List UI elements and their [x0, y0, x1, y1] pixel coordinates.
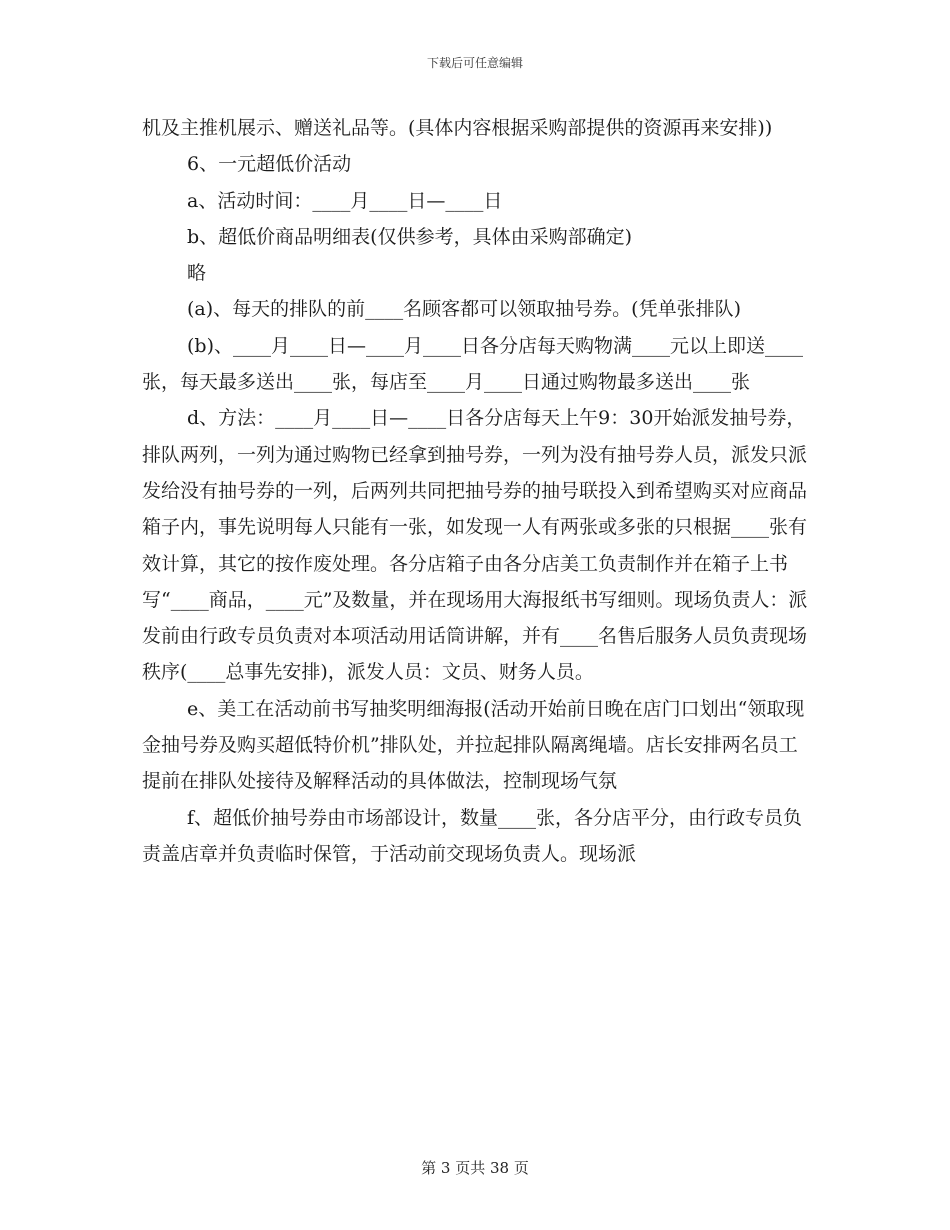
paragraph: e、美工在活动前书写抽奖明细海报(活动开始前日晚在店门口划出“领取现金抽号券及购买超低特价机”排队处，并拉起排队隔离绳墙。店长安排两名员工提前在排队处接待及解释活动的具体做法，控制现场气氛: [142, 697, 805, 793]
paragraph: b、超低价商品明细表(仅供参考，具体由采购部确定): [187, 225, 632, 248]
page-header: 下载后可任意编辑: [426, 56, 523, 70]
paragraph: (b)、____月____日—____月____日各分店每天购物满____元以上即送____张，每天最多送出____张，每店至____月____日通过购物最多送出____张: [142, 334, 803, 394]
paragraph: 略: [187, 262, 207, 285]
paragraph: a、活动时间：____月____日—____日: [187, 189, 503, 212]
paragraph: (a)、每天的排队的前____名顾客都可以领取抽号券。(凭单张排队): [187, 298, 741, 321]
document-body: [142, 110, 810, 872]
paragraph: f、超低价抽号券由市场部设计，数量____张，各分店平分，由行政专员负责盖店章并负责临时保管，于活动前交现场负责人。现场派: [142, 806, 803, 865]
section-heading: 6、一元超低价活动: [187, 153, 352, 176]
paragraph: 机及主推机展示、赠送礼品等。(具体内容根据采购部提供的资源再来安排)): [142, 117, 773, 139]
page-footer: 第 3 页共 38 页: [421, 1159, 529, 1177]
paragraph: d、方法：____月____日—____日各分店每天上午9：30开始派发抽号券，排队两列，一列为通过购物已经拿到抽号券，一列为没有抽号券人员，派发只派发给没有抽号券的一列，后两列共同把抽号券的抽号联投入到希望购买对应商品箱子内，事先说明每人只能有一张，如发现一人有两张或多张的只根据____张有效计算，其它的按作废处理。各分店箱子由各分店美工负责制作并在箱子上书写“____商品，____元”及数量，并在现场用大海报纸书写细则。现场负责人：派发前由行政专员负责对本项活动用话筒讲解，并有____名售后服务人员负责现场秩序(____总事先安排)，派发人员：文员、财务人员。: [142, 407, 808, 684]
